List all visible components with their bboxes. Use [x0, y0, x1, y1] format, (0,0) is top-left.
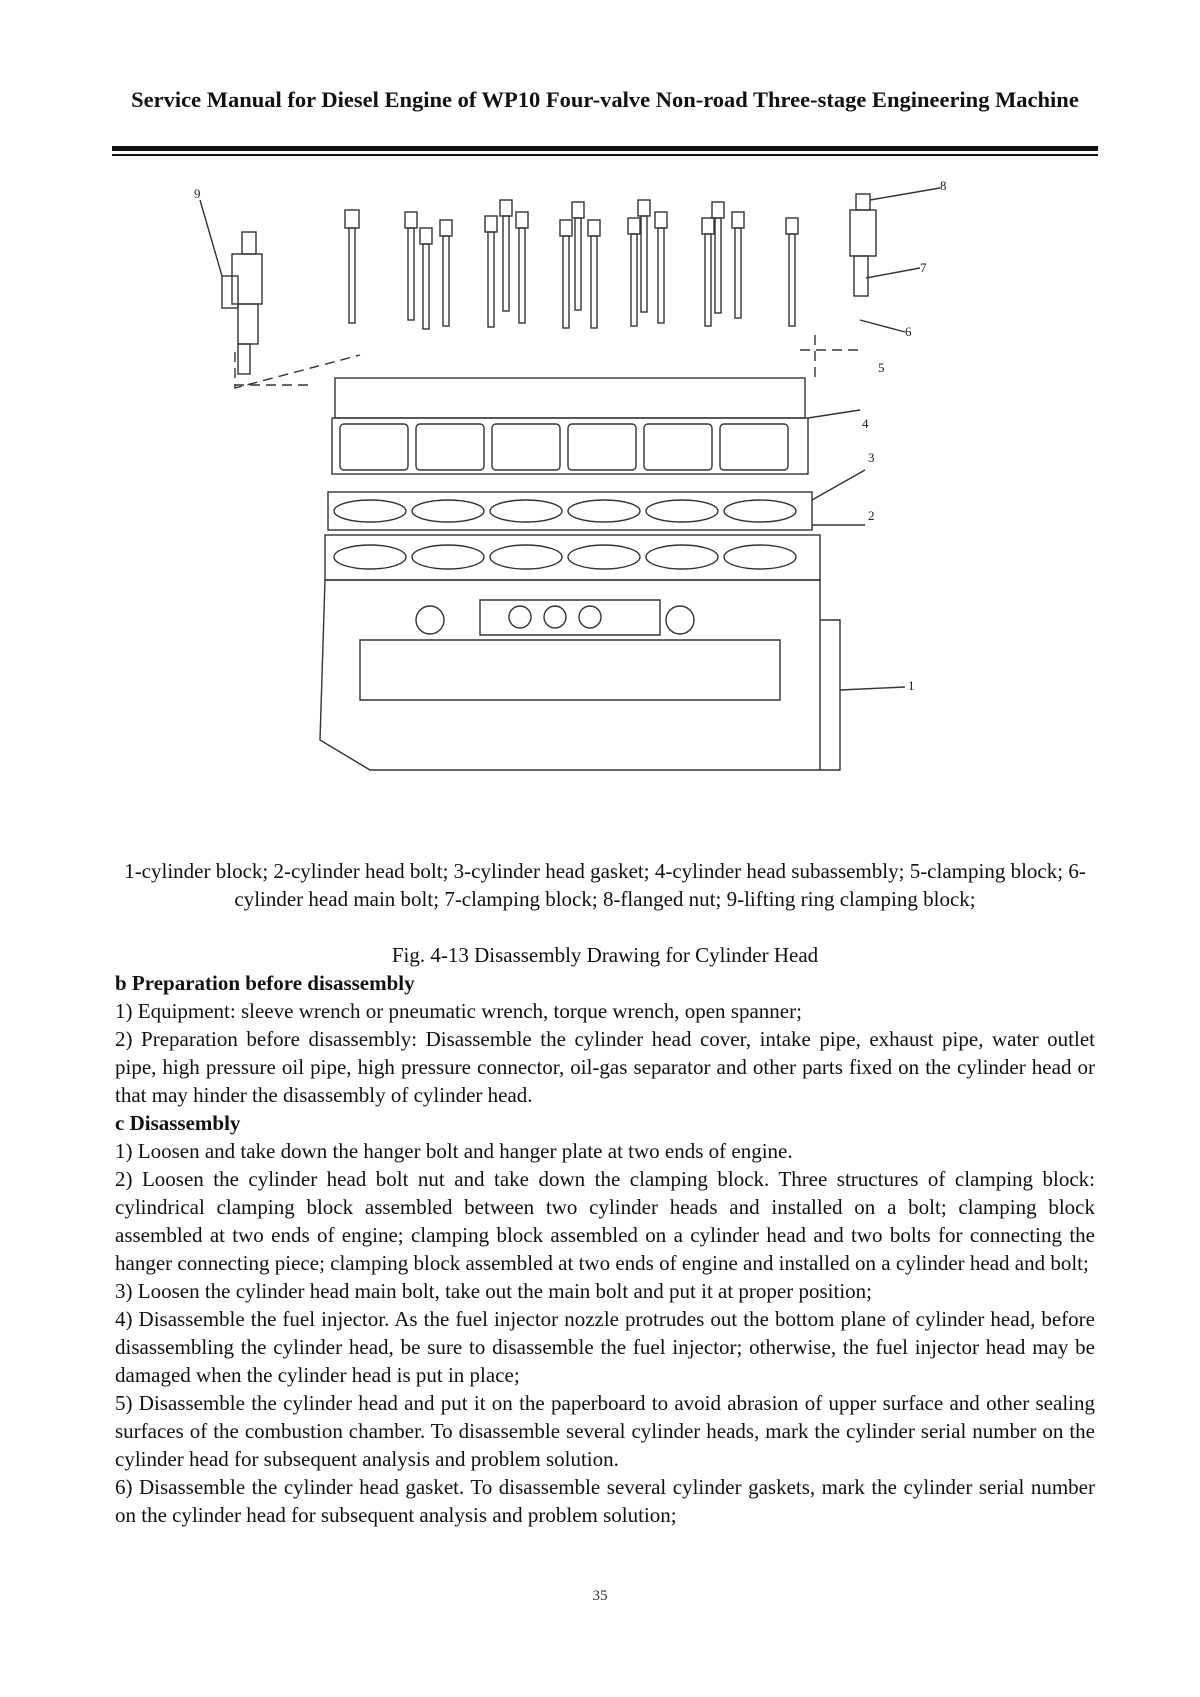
header-rule-thick: [112, 146, 1098, 151]
cylinder-head-bolts-part: [345, 200, 798, 329]
callout-6: 6: [905, 324, 912, 339]
callout-2: 2: [868, 508, 875, 523]
paragraph: 5) Disassemble the cylinder head and put it on the paperboard to avoid abrasion of upper surface and other sealing surfaces of the combustion chamber. To disassemble several cylinder heads, mark the cylinder serial number on the cylinder head for subsequent analysis and problem solution.: [115, 1391, 1095, 1471]
cylinder-block-part: [320, 535, 905, 770]
callout-1: 1: [908, 678, 915, 693]
paragraph: 1) Equipment: sleeve wrench or pneumatic wrench, torque wrench, open spanner;: [115, 999, 802, 1023]
callout-8: 8: [940, 180, 947, 193]
paragraph: 1) Loosen and take down the hanger bolt and hanger plate at two ends of engine.: [115, 1139, 793, 1163]
paragraph: 3) Loosen the cylinder head main bolt, take out the main bolt and put it at proper position;: [115, 1279, 872, 1303]
figure-title: Fig. 4-13 Disassembly Drawing for Cylinder Head: [391, 943, 819, 967]
header-rule-thin: [112, 154, 1098, 156]
page-header-title: Service Manual for Diesel Engine of WP10 Four-valve Non-road Three-stage Engineering Machine: [131, 87, 1079, 112]
right-clamping-block-part: [850, 188, 940, 332]
callout-4: 4: [862, 416, 869, 431]
cylinder-head-disassembly-drawing: [160, 180, 1010, 850]
body-text: [115, 969, 1095, 1529]
callout-7: 7: [920, 260, 927, 275]
paragraph: 2) Preparation before disassembly: Disassemble the cylinder head cover, intake pipe, exhaust pipe, water outlet pipe, high pressure oil pipe, high pressure connector, oil-gas separator and other parts fixed on the cylinder head or that may hinder the disassembly of cylinder head.: [115, 1027, 1095, 1107]
page-number: 35: [592, 1588, 608, 1604]
callout-9: 9: [194, 186, 201, 201]
cylinder-head-subassembly-part: [332, 378, 860, 474]
callout-3: 3: [868, 450, 875, 465]
callout-5: 5: [878, 360, 885, 375]
paragraph: 4) Disassemble the fuel injector. As the fuel injector nozzle protrudes out the bottom plane of cylinder head, before disassembling the cylinder head, be sure to disassemble the fuel injector; otherwise, the fuel injector head may be damaged when the cylinder head is put in place;: [115, 1307, 1095, 1387]
figure-legend: 1-cylinder block; 2-cylinder head bolt; 3-cylinder head gasket; 4-cylinder head subassembly; 5-clamping block; 6-cylinder head main bolt; 7-clamping block; 8-flanged nut; 9-lifting ring clamping block;: [124, 859, 1086, 911]
alignment-dashed-lines: [235, 335, 860, 388]
lifting-ring-clamping-block-part: [200, 200, 262, 374]
paragraph: 6) Disassemble the cylinder head gasket. To disassemble several cylinder gaskets, mark the cylinder serial number on the cylinder head for subsequent analysis and problem solution;: [115, 1475, 1095, 1527]
section-heading-disassembly: c Disassembly: [115, 1111, 241, 1135]
section-heading-preparation: b Preparation before disassembly: [115, 971, 415, 995]
cylinder-head-gasket-part: [328, 470, 865, 530]
paragraph: 2) Loosen the cylinder head bolt nut and take down the clamping block. Three structures of clamping block: cylindrical clamping block assembled between two cylinder heads and installed on a bolt; clamping block assembled at two ends of engine; clamping block assembled on a cylinder head and two bolts for connecting the hanger connecting piece; clamping block assembled at two ends of engine and installed on a cylinder head and bolt;: [115, 1167, 1095, 1275]
